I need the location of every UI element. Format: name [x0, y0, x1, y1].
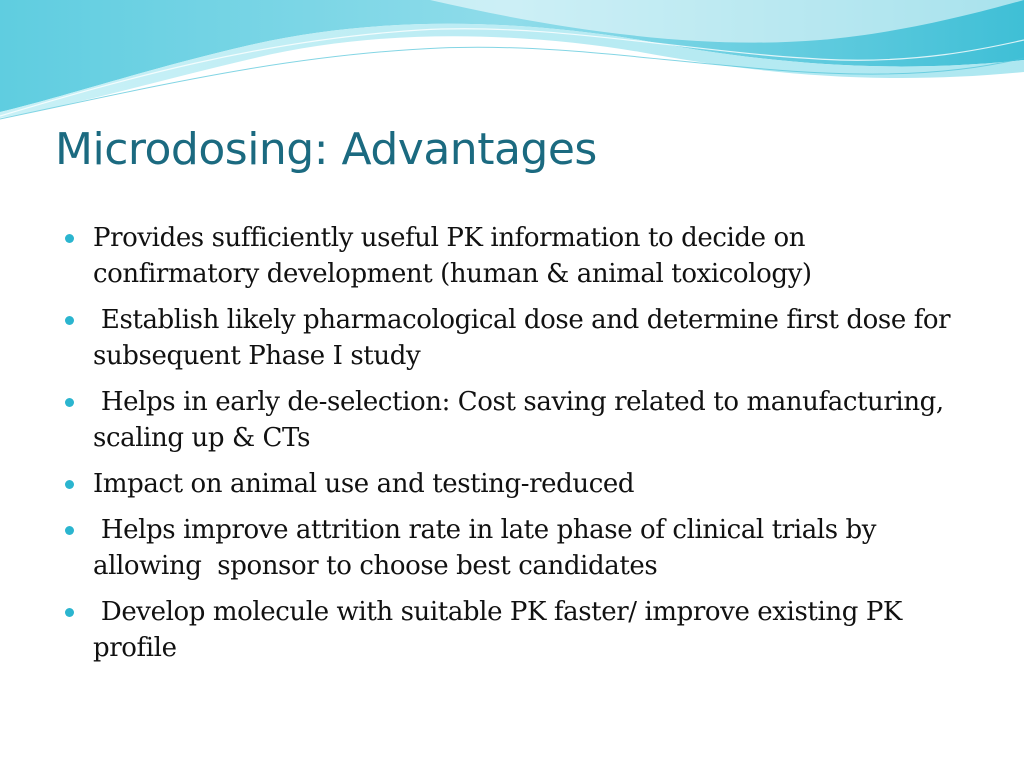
bullet-dot-icon [65, 398, 74, 407]
bullet-item [65, 302, 965, 374]
bullet-dot-icon [65, 608, 74, 617]
bullet-text: Impact on animal use and testing-reduced [93, 469, 635, 499]
bullet-item [65, 512, 965, 584]
slide-title: Microdosing: Advantages [55, 124, 597, 175]
header-wave-decoration [0, 0, 1024, 120]
bullet-item [65, 594, 965, 666]
bullet-text: Helps improve attrition rate in late phase of clinical trials by allowing sponsor to choose best candidates [93, 515, 884, 581]
bullet-text: Provides sufficiently useful PK information to decide on confirmatory development (human & animal toxicology) [93, 223, 813, 289]
bullet-item [65, 220, 965, 292]
bullet-text: Helps in early de-selection: Cost saving related to manufacturing, scaling up & CTs [93, 387, 952, 453]
bullet-dot-icon [65, 316, 74, 325]
bullet-text: Establish likely pharmacological dose and determine first dose for subsequent Phase I study [93, 305, 959, 371]
bullet-dot-icon [65, 234, 74, 243]
bullet-dot-icon [65, 526, 74, 535]
bullet-dot-icon [65, 480, 74, 489]
bullet-text: Develop molecule with suitable PK faster/ improve existing PK profile [93, 597, 910, 663]
bullet-item [65, 466, 965, 502]
bullet-list [65, 220, 965, 676]
bullet-item [65, 384, 965, 456]
